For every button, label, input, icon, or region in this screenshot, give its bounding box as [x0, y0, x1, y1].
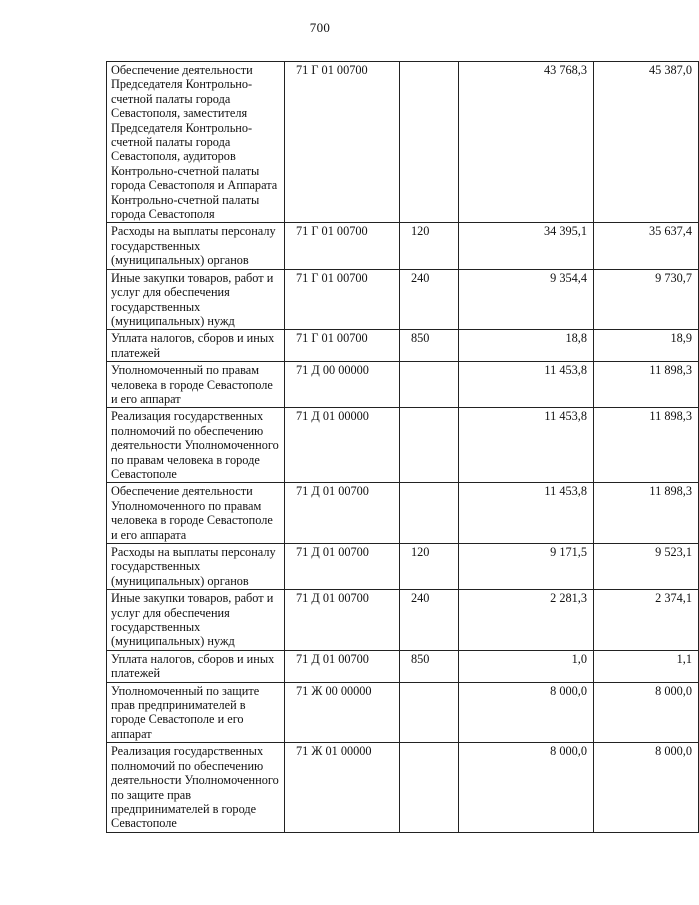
amount-year2-cell: 1,1: [594, 650, 699, 682]
target-article-code-cell: 71 Ж 00 00000: [285, 682, 400, 743]
expense-name-cell: Расходы на выплаты персоналу государственных (муниципальных) органов: [107, 223, 285, 269]
expense-name-cell: Уполномоченный по правам человека в городе Севастополе и его аппарат: [107, 362, 285, 408]
expense-name-cell: Иные закупки товаров, работ и услуг для обеспечения государственных (муниципальных) нужд: [107, 590, 285, 651]
amount-year1-cell: 9 171,5: [459, 544, 594, 590]
target-article-code-cell: 71 Г 01 00700: [285, 223, 400, 269]
expense-name-cell: Уплата налогов, сборов и иных платежей: [107, 330, 285, 362]
target-article-code-cell: 71 Д 00 00000: [285, 362, 400, 408]
expense-name-cell: Обеспечение деятельности Уполномоченного по правам человека в городе Севастополе и его аппарата: [107, 483, 285, 544]
amount-year1-cell: 11 453,8: [459, 408, 594, 483]
expense-type-code-cell: [400, 483, 459, 544]
amount-year1-cell: 8 000,0: [459, 743, 594, 832]
expense-type-code-cell: 240: [400, 269, 459, 330]
amount-year1-cell: 34 395,1: [459, 223, 594, 269]
budget-table: [106, 61, 699, 833]
table-row: [107, 223, 699, 269]
amount-year2-cell: 18,9: [594, 330, 699, 362]
amount-year2-cell: 9 523,1: [594, 544, 699, 590]
expense-name-cell: Обеспечение деятельности Председателя Контрольно-счетной палаты города Севастополя, заместителя Председателя Контрольно-счетной палаты города Севастополя, аудиторов Контрольно-счетной палаты города Севастополя и Аппарата Контрольно-счетной палаты города Севастополя: [107, 62, 285, 223]
amount-year1-cell: 43 768,3: [459, 62, 594, 223]
target-article-code-cell: 71 Д 01 00700: [285, 590, 400, 651]
expense-type-code-cell: 850: [400, 330, 459, 362]
target-article-code-cell: 71 Д 01 00700: [285, 650, 400, 682]
page-number: 700: [309, 20, 331, 35]
expense-type-code-cell: [400, 62, 459, 223]
table-row: [107, 62, 699, 223]
table-row: [107, 269, 699, 330]
amount-year1-cell: 11 453,8: [459, 483, 594, 544]
target-article-code-cell: 71 Г 01 00700: [285, 269, 400, 330]
amount-year1-cell: 1,0: [459, 650, 594, 682]
amount-year1-cell: 2 281,3: [459, 590, 594, 651]
expense-name-cell: Расходы на выплаты персоналу государственных (муниципальных) органов: [107, 544, 285, 590]
amount-year2-cell: 11 898,3: [594, 483, 699, 544]
amount-year1-cell: 9 354,4: [459, 269, 594, 330]
table-row: [107, 362, 699, 408]
target-article-code-cell: 71 Д 01 00000: [285, 408, 400, 483]
amount-year2-cell: 11 898,3: [594, 408, 699, 483]
amount-year2-cell: 2 374,1: [594, 590, 699, 651]
expense-type-code-cell: 850: [400, 650, 459, 682]
amount-year2-cell: 9 730,7: [594, 269, 699, 330]
target-article-code-cell: 71 Ж 01 00000: [285, 743, 400, 832]
amount-year2-cell: 8 000,0: [594, 682, 699, 743]
table-row: [107, 650, 699, 682]
amount-year2-cell: 8 000,0: [594, 743, 699, 832]
table-row: [107, 483, 699, 544]
expense-type-code-cell: [400, 682, 459, 743]
expense-type-code-cell: 120: [400, 544, 459, 590]
amount-year1-cell: 8 000,0: [459, 682, 594, 743]
amount-year2-cell: 35 637,4: [594, 223, 699, 269]
table-row: [107, 743, 699, 832]
expense-type-code-cell: [400, 408, 459, 483]
amount-year2-cell: 11 898,3: [594, 362, 699, 408]
table-row: [107, 682, 699, 743]
amount-year1-cell: 11 453,8: [459, 362, 594, 408]
expense-type-code-cell: 120: [400, 223, 459, 269]
expense-type-code-cell: 240: [400, 590, 459, 651]
target-article-code-cell: 71 Г 01 00700: [285, 62, 400, 223]
target-article-code-cell: 71 Г 01 00700: [285, 330, 400, 362]
expense-name-cell: Реализация государственных полномочий по обеспечению деятельности Уполномоченного по защите прав предпринимателей в городе Севастополе: [107, 743, 285, 832]
expense-type-code-cell: [400, 362, 459, 408]
expense-name-cell: Реализация государственных полномочий по обеспечению деятельности Уполномоченного по правам человека в городе Севастополе: [107, 408, 285, 483]
amount-year1-cell: 18,8: [459, 330, 594, 362]
table-row: [107, 330, 699, 362]
table-row: [107, 544, 699, 590]
amount-year2-cell: 45 387,0: [594, 62, 699, 223]
target-article-code-cell: 71 Д 01 00700: [285, 483, 400, 544]
table-row: [107, 590, 699, 651]
target-article-code-cell: 71 Д 01 00700: [285, 544, 400, 590]
table-body: [107, 62, 699, 833]
expense-name-cell: Уполномоченный по защите прав предпринимателей в городе Севастополе и его аппарат: [107, 682, 285, 743]
expense-name-cell: Иные закупки товаров, работ и услуг для обеспечения государственных (муниципальных) нужд: [107, 269, 285, 330]
expense-type-code-cell: [400, 743, 459, 832]
table-row: [107, 408, 699, 483]
expense-name-cell: Уплата налогов, сборов и иных платежей: [107, 650, 285, 682]
